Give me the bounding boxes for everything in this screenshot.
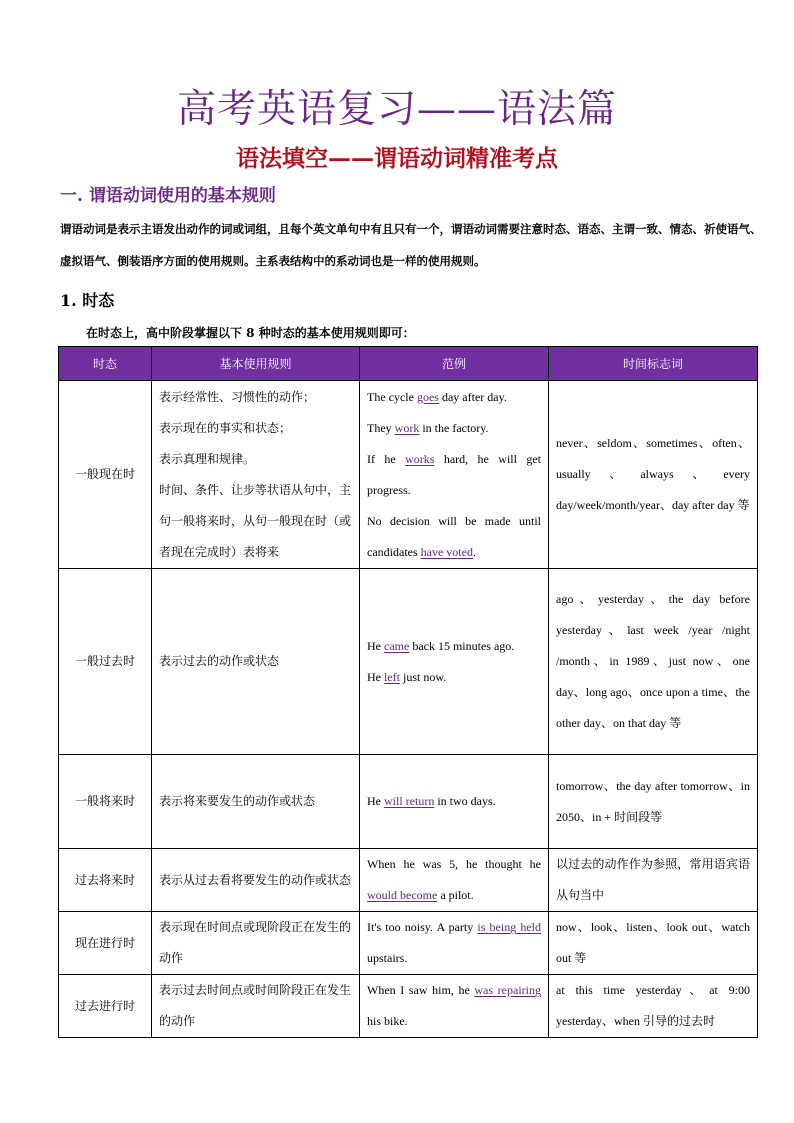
tense-name: 一般将来时 — [59, 755, 152, 849]
predicate-verb: work — [394, 420, 420, 435]
predicate-verb: is being held — [477, 920, 542, 934]
rule-line: 时间、条件、让步等状语从句中，主句一般将来时，从句一般现在时（或者现在完成时）表将来 — [159, 482, 352, 559]
section-heading-tense: 1. 时态 — [60, 291, 115, 310]
tense-rules — [152, 381, 360, 569]
tense-signal-words: ago、yesterday、the day before yesterday、last week /year /night /month、in 1989、just now、one day、long ago、once upon a time、the other day、on that day 等 — [549, 569, 758, 755]
tense-examples — [360, 755, 549, 849]
tense-rules — [152, 849, 360, 912]
rule-line: 表示从过去看将要发生的动作或状态 — [159, 872, 352, 887]
predicate-verb: was repairing — [474, 983, 541, 997]
tense-examples — [360, 381, 549, 569]
predicate-verb: would become — [367, 888, 438, 902]
rule-line: 表示过去的动作或状态 — [159, 654, 280, 668]
example-sentence: When I saw him, he was repairing his bike. — [367, 983, 541, 1028]
table-header-row — [59, 347, 758, 381]
predicate-verb: left — [384, 669, 400, 684]
table-row — [59, 755, 758, 849]
document-title: 高考英语复习——语法篇 — [176, 87, 617, 132]
header-examples: 范例 — [360, 347, 549, 381]
tense-rules — [152, 975, 360, 1038]
rule-line: 表示将来要发生的动作或状态 — [159, 794, 316, 808]
tense-signal-words: never、seldom、sometimes、often、usually、always、every day/week/month/year、day after day 等 — [549, 381, 758, 569]
tense-signal-words: at this time yesterday、at 9:00 yesterday、when 引导的过去时 — [549, 975, 758, 1038]
tense-name: 一般现在时 — [59, 381, 152, 569]
example-sentence: He left just now. — [367, 669, 447, 684]
section-heading-1: 一. 谓语动词使用的基本规则 — [60, 186, 276, 206]
header-tense: 时态 — [59, 347, 152, 381]
tense-rules — [152, 569, 360, 755]
header-signal-words: 时间标志词 — [549, 347, 758, 381]
tense-table — [58, 346, 758, 1038]
rule-line: 表示经常性、习惯性的动作； — [159, 389, 316, 404]
example-sentence: The cycle goes day after day. — [367, 389, 507, 404]
predicate-verb: goes — [416, 389, 439, 404]
tense-signal-words: 以过去的动作作为参照，常用语宾语从句当中 — [549, 849, 758, 912]
example-sentence: No decision will be made until candidates have voted. — [367, 513, 541, 559]
example-sentence: It's too noisy. A party is being held upstairs. — [367, 920, 542, 965]
rule-line: 表示现在的事实和状态； — [159, 420, 292, 435]
table-row — [59, 912, 758, 975]
example-sentence: He came back 15 minutes ago. — [367, 638, 515, 653]
example-sentence: If he works hard, he will get progress. — [367, 451, 541, 497]
example-sentence: They work in the factory. — [367, 420, 489, 435]
tense-lead-text: 在时态上，高中阶段掌握以下 8 种时态的基本使用规则即可： — [86, 326, 415, 340]
predicate-verb: have voted — [420, 544, 473, 559]
intro-paragraph: 谓语动词是表示主语发出动作的词或词组，且每个英文单句中有且只有一个，谓语动词需要注意时态、语态、主谓一致、情态、祈使语气、虚拟语气、倒装语序方面的使用规则。主系表结构中的系动词也是一样的使用规则。 — [60, 222, 762, 268]
predicate-verb: works — [405, 451, 435, 466]
predicate-verb: came — [384, 638, 410, 653]
tense-signal-words: now、look、listen、look out、watch out 等 — [549, 912, 758, 975]
rule-line: 表示真理和规律。 — [159, 451, 256, 466]
table-row — [59, 381, 758, 569]
tense-examples — [360, 912, 549, 975]
example-sentence: When he was 5, he thought he would become a pilot. — [367, 857, 541, 902]
predicate-verb: will return — [384, 794, 435, 808]
tense-examples — [360, 849, 549, 912]
tense-name: 一般过去时 — [59, 569, 152, 755]
tense-examples — [360, 975, 549, 1038]
rule-line: 表示现在时间点或现阶段正在发生的动作 — [159, 920, 352, 965]
table-row — [59, 849, 758, 912]
tense-name: 过去进行时 — [59, 975, 152, 1038]
tense-rules — [152, 755, 360, 849]
tense-name: 现在进行时 — [59, 912, 152, 975]
tense-rules — [152, 912, 360, 975]
table-row — [59, 975, 758, 1038]
example-sentence: He will return in two days. — [367, 794, 496, 808]
tense-examples — [360, 569, 549, 755]
tense-name: 过去将来时 — [59, 849, 152, 912]
rule-line: 表示过去时间点或时间阶段正在发生的动作 — [159, 983, 352, 1028]
table-row — [59, 569, 758, 755]
document-subtitle: 语法填空——谓语动词精准考点 — [236, 145, 558, 172]
tense-signal-words: tomorrow、the day after tomorrow、in 2050、in + 时间段等 — [549, 755, 758, 849]
header-rules: 基本使用规则 — [152, 347, 360, 381]
